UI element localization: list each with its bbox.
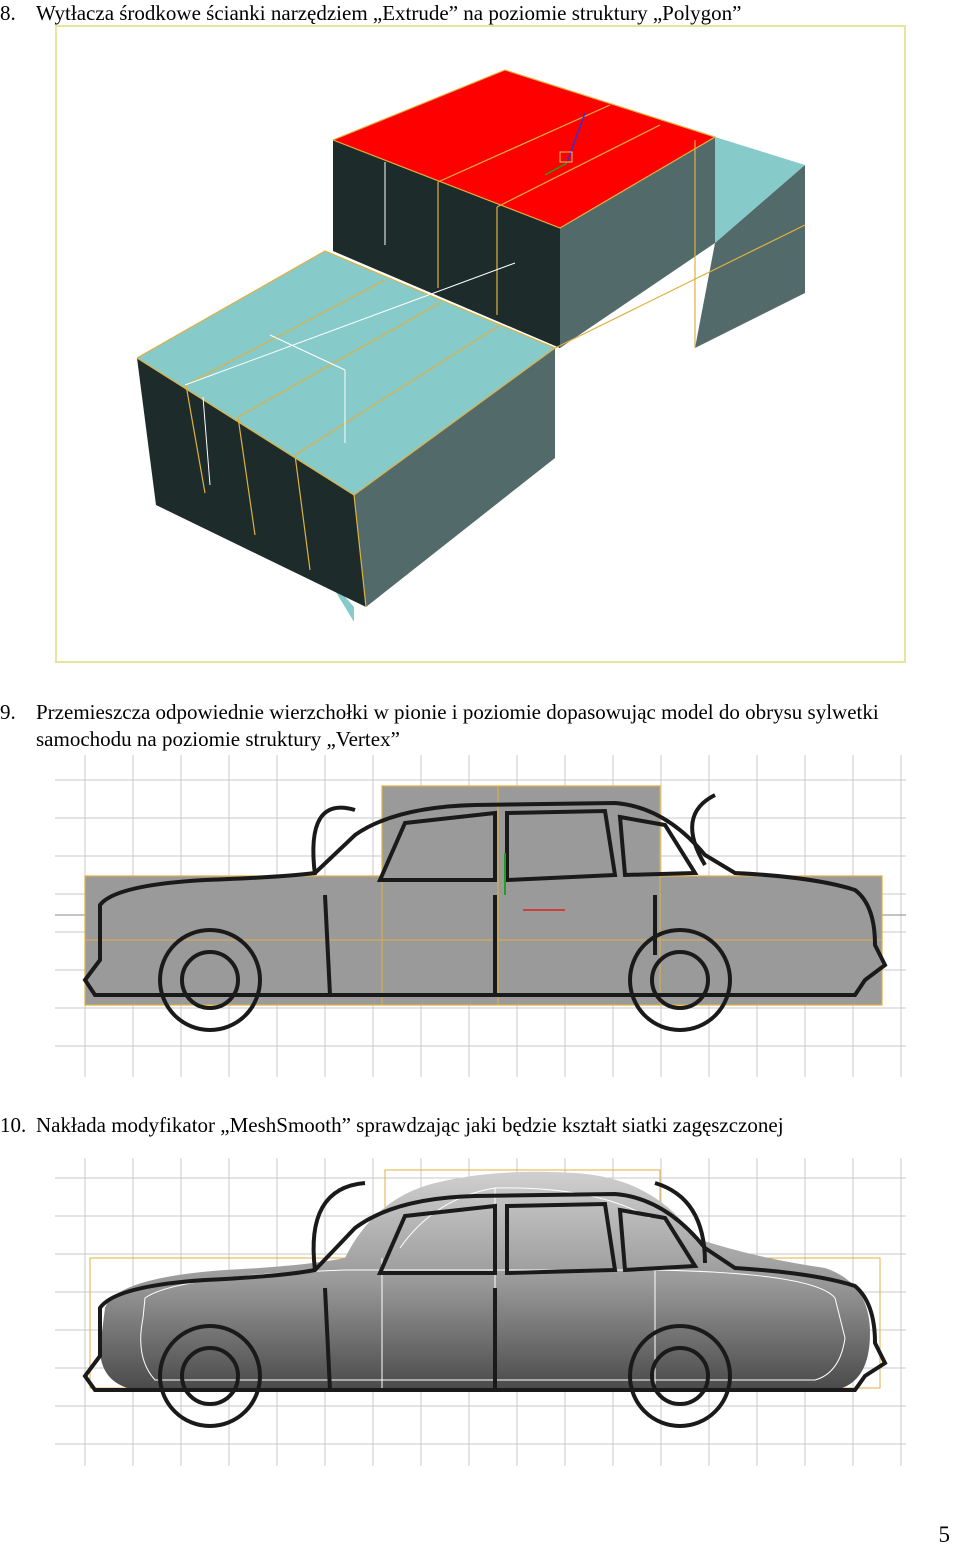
- step-number: 8.: [0, 1, 16, 25]
- viewport-perspective-extrude: [55, 25, 906, 663]
- step-number: 9.: [0, 700, 16, 724]
- step-text: Nakłada modyfikator „MeshSmooth” sprawdzając jaki będzie kształt siatki zagęszczonej: [36, 1113, 784, 1137]
- step-text: Przemieszcza odpowiednie wierzchołki w pionie i poziomie dopasowując model do obrysu sylwetki samochodu na poziomie struktury „Vertex”: [36, 700, 879, 751]
- step-text: Wytłacza środkowe ścianki narzędziem „Extrude” na poziomie struktury „Polygon”: [36, 1, 742, 25]
- mesh-profile: [85, 786, 882, 1005]
- step-number: 10.: [0, 1113, 27, 1137]
- viewport-side-vertex: [55, 755, 906, 1077]
- viewport-side-meshsmooth: [55, 1158, 906, 1466]
- page-number: 5: [938, 1522, 950, 1547]
